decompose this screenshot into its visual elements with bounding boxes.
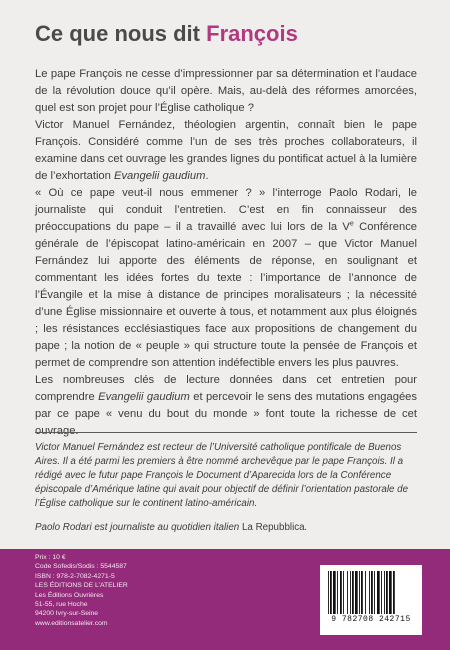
title-main: Ce que nous dit — [35, 21, 207, 46]
paragraph-2-title: Evangelii gaudium — [114, 170, 206, 182]
publisher-imprint — [35, 553, 128, 628]
paragraph-3-text-a: « Où ce pape veut-il nous emmener ? » l’interroge Paolo Rodari, le journaliste qui conduit l’entretien. C’est en fin connaisseur des préoccupations du pape – il a travaillé avec lui lors de la V — [35, 187, 417, 233]
paragraph-2 — [35, 117, 417, 185]
barcode — [320, 565, 422, 635]
paragraph-2-end: . — [205, 170, 209, 182]
bio-rodari-end: . — [304, 522, 308, 534]
imprint-isbn: ISBN : 978-2-7082-4271-5 — [35, 572, 115, 580]
imprint-price: Prix : 10 € — [35, 554, 66, 561]
paragraph-3-superscript: e — [349, 220, 354, 228]
paragraph-3-text-b: Conférence générale de l’épiscopat latino-américain en 2007 – que Victor Manuel Fernández lui apporte des éléments de réponse, en soulignant et commentant les idées fortes du texte : l’importance de l’annonce de l’Évangile et la mise à distance de principes moralisateurs ; la nécessité d’une Église missionnaire et ouverte à tous, et notamment aux plus éloignés ; les résistances ecclésiastiques face aux propositions de changement du pape ; la notion de « peuple » qui structure toute la pensée de François et permet de comprendre son attention indéfectible envers les plus pauvres. — [35, 221, 418, 369]
imprint-website[interactable]: www.editionsatelier.com — [35, 619, 108, 627]
bio-fernandez-text: est recteur de l’Université catholique pontificale de Buenos Aires. Il a été parmi les premiers à être nommé archevêque par le pape François. Il a rédigé avec le futur pape François le Document d’Aparecida lors de la Conférence épiscopale d’Amérique latine qui avait pour objectif de définir l’orientation pastorale de l’Église catholique sur le continent latino-américain. — [35, 442, 409, 510]
bio-rodari — [35, 521, 417, 535]
imprint-city: 94200 Ivry-sur-Seine — [35, 610, 99, 618]
bio-rodari-text: est journaliste au quotidien italien — [91, 522, 242, 534]
imprint-editions: Les Éditions Ouvrières — [35, 591, 104, 599]
bio-rodari-newspaper: La Repubblica — [241, 522, 305, 534]
blurb-text — [35, 66, 417, 440]
imprint-street: 51-55, rue Hoche — [35, 601, 88, 609]
author-bios — [35, 441, 417, 536]
bio-fernandez-name: Victor Manuel Fernández — [35, 442, 145, 453]
bio-fernandez — [35, 441, 417, 511]
bio-rodari-name: Paolo Rodari — [35, 522, 92, 534]
barcode-number: 9 782708 242715 — [331, 615, 411, 624]
imprint-code: Code Sofedis/Sodis : 5544587 — [35, 563, 127, 571]
paragraph-4-text-a: Les nombreuses clés de lecture données dans cet entretien pour comprendre — [35, 374, 417, 403]
paragraph-4-title: Evangelii gaudium — [98, 391, 190, 403]
divider — [35, 432, 417, 433]
title-accent: François — [206, 21, 298, 46]
page-title — [35, 21, 298, 47]
paragraph-4-text-b: et percevoir le sens des mutations engagées par ce pape « venu du bout du monde » font toute la richesse de cet ouvrage. — [35, 391, 417, 437]
paragraph-3 — [35, 185, 417, 372]
barcode-bars-icon — [326, 571, 416, 614]
imprint-publisher: LES ÉDITIONS DE L’ATELIER — [35, 582, 128, 590]
paragraph-2-text: Victor Manuel Fernández, théologien argentin, connaît bien le pape François. Considéré comme l’un de ses très proches collaborateurs, il examine dans cet ouvrage les grandes lignes du pontificat actuel à la lumière de l’exhortation — [35, 119, 417, 182]
paragraph-4 — [35, 372, 417, 440]
paragraph-1: Le pape François ne cesse d’impressionner par sa détermination et l’audace de la révolution douce qu’il opère. Mais, au-delà des réformes amorcées, quel est son projet pour l’Église catholique ? — [35, 68, 417, 114]
